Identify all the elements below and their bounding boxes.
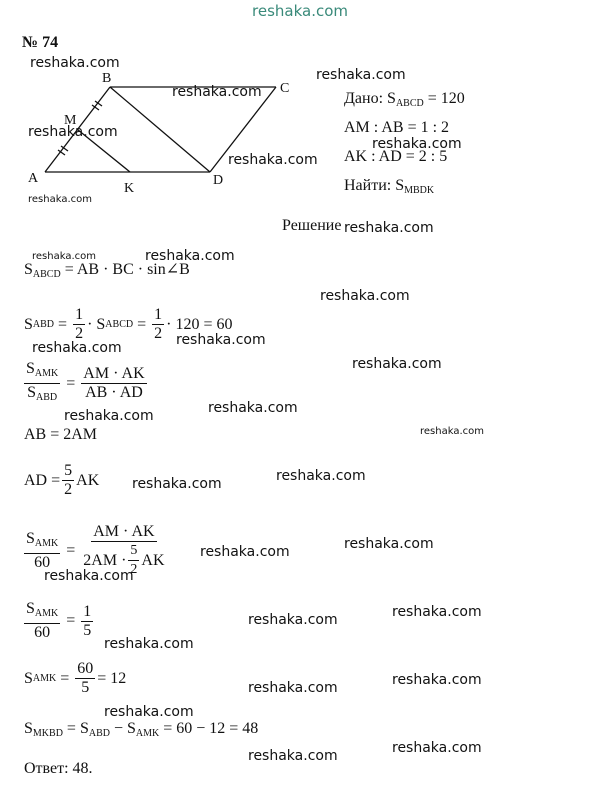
point-c-label: C <box>280 81 290 96</box>
find-target: Найти: $S_{MBDK}$ <box>344 177 435 196</box>
step-ab-equals: AB = 2AM <box>24 426 98 443</box>
step-area-abd: S ABD = $\frac{1}{2}$ · S ABCD = $\frac{1}{2}$ · 120 = 60 <box>24 306 233 342</box>
given-area: Дано: $S_{ABCD} = 120$ <box>344 90 465 109</box>
site-watermark[interactable]: reshaka.com <box>352 356 442 372</box>
point-k-label: K <box>124 181 135 196</box>
step-amk-area: S AMK = $\frac{60}{5}$ = 12 <box>24 660 127 696</box>
site-watermark-top[interactable]: reshaka.com <box>252 2 348 20</box>
site-watermark[interactable]: reshaka.com <box>176 332 266 348</box>
site-watermark[interactable]: reshaka.com <box>420 426 484 437</box>
step-ratio-result: $\frac{S_{AMK}}{60}$ = $\frac{1}{5}$ <box>26 600 92 641</box>
site-watermark[interactable]: reshaka.com <box>28 194 92 205</box>
site-watermark[interactable]: reshaka.com <box>248 680 338 696</box>
site-watermark[interactable]: reshaka.com <box>276 468 366 484</box>
site-watermark[interactable]: reshaka.com <box>248 748 338 764</box>
site-watermark[interactable]: reshaka.com <box>316 67 406 83</box>
answer: Ответ: 48. <box>24 760 93 777</box>
site-watermark[interactable]: reshaka.com <box>28 124 118 140</box>
site-watermark[interactable]: reshaka.com <box>344 536 434 552</box>
site-watermark[interactable]: reshaka.com <box>104 704 194 720</box>
point-a-label: A <box>28 171 39 186</box>
site-watermark[interactable]: reshaka.com <box>64 408 154 424</box>
site-watermark[interactable]: reshaka.com <box>30 55 120 71</box>
step-ad-equals: AD = $\frac{5}{2}$ AK <box>24 462 100 498</box>
site-watermark[interactable]: reshaka.com <box>132 476 222 492</box>
given-ratio-am-ab: AM : AB = 1 : 2 <box>344 119 450 136</box>
solution-title: Решение <box>282 217 342 234</box>
given-ratio-ak-ad: AK : AD = 2 : 5 <box>344 148 448 165</box>
site-watermark[interactable]: reshaka.com <box>248 612 338 628</box>
site-watermark[interactable]: reshaka.com <box>392 672 482 688</box>
step-substitution: $\frac{S_{AMK}}{60}$ = AM · AK 2AM · $\frac{5}{2}$ AK <box>26 523 165 577</box>
site-watermark[interactable]: reshaka.com <box>208 400 298 416</box>
step-area-formula: $S_{ABCD}$ = AB · BC · sin∠B <box>24 261 190 280</box>
site-watermark[interactable]: reshaka.com <box>145 248 235 264</box>
point-d-label: D <box>213 173 224 188</box>
step-final-area: $S_{MKBD} = S_{ABD} - S_{AMK} = 60 - 12 = 48$ <box>24 720 259 739</box>
site-watermark[interactable]: reshaka.com <box>372 136 462 152</box>
site-watermark[interactable]: reshaka.com <box>44 568 134 584</box>
site-watermark[interactable]: reshaka.com <box>392 740 482 756</box>
problem-number: № 74 <box>22 34 59 51</box>
site-watermark[interactable]: reshaka.com <box>32 251 96 262</box>
site-watermark[interactable]: reshaka.com <box>172 84 262 100</box>
site-watermark[interactable]: reshaka.com <box>392 604 482 620</box>
point-m-label: M <box>64 113 77 128</box>
site-watermark[interactable]: reshaka.com <box>200 544 290 560</box>
site-watermark[interactable]: reshaka.com <box>228 152 318 168</box>
site-watermark[interactable]: reshaka.com <box>104 636 194 652</box>
site-watermark[interactable]: reshaka.com <box>32 340 122 356</box>
site-watermark[interactable]: reshaka.com <box>320 288 410 304</box>
step-ratio-areas: $\frac{S_{AMK}}{S_{ABD}}$ = $\frac{AM \cdot AK}{AB \cdot AD}$ <box>26 360 145 403</box>
site-watermark[interactable]: reshaka.com <box>344 220 434 236</box>
point-b-label: B <box>102 72 112 86</box>
